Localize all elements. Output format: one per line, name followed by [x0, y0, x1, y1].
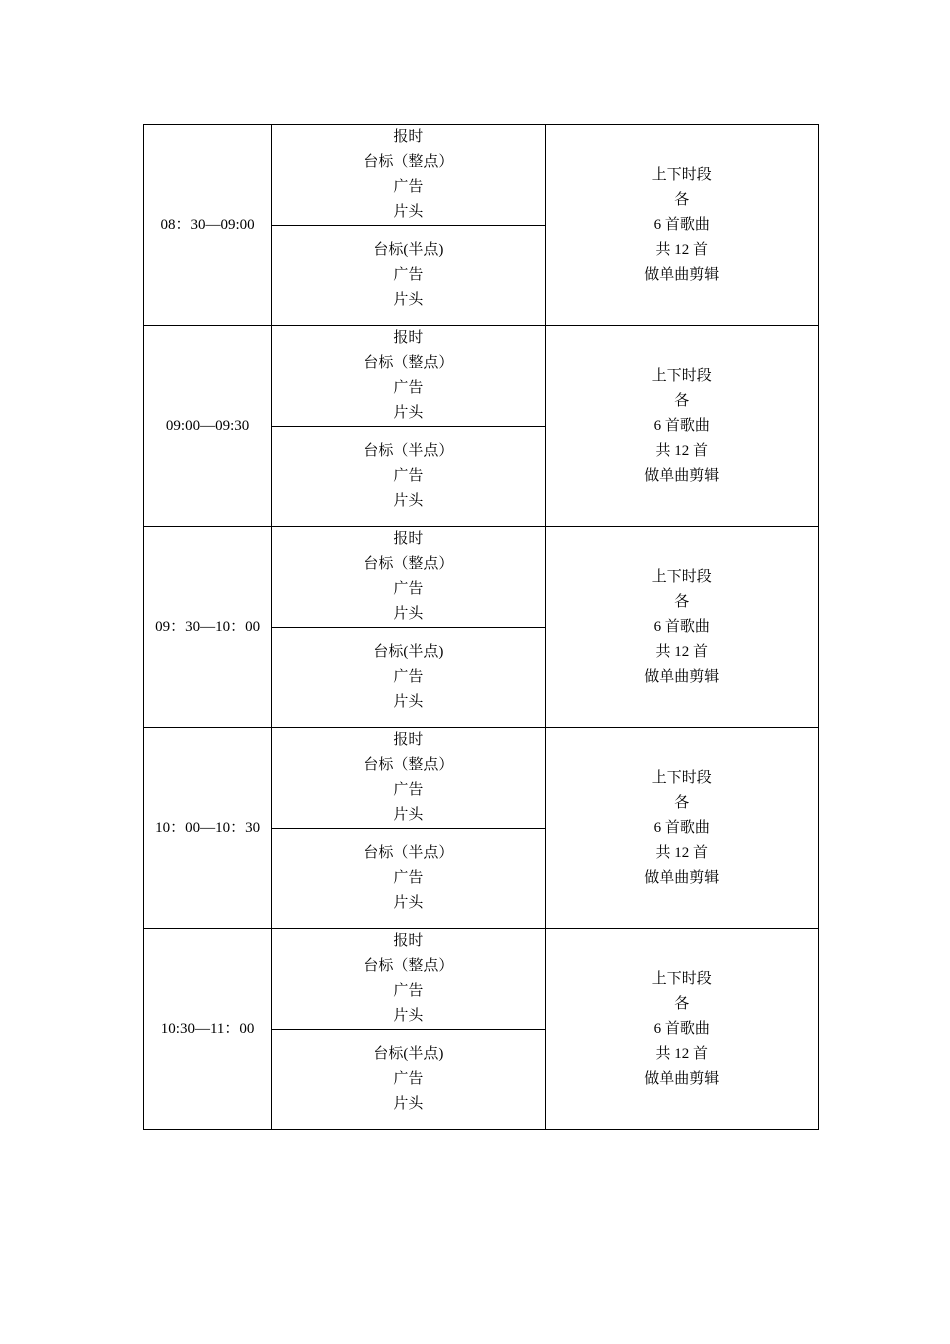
- list-item: 台标（整点）: [363, 556, 454, 572]
- list-item: 台标（整点）: [363, 958, 454, 974]
- list-item: 台标（半点）: [363, 443, 454, 459]
- schedule-body: [144, 125, 819, 1130]
- note-line: 6 首歌曲: [653, 819, 710, 836]
- top-half-cell: [272, 728, 545, 829]
- time-slot-label: 09:00—09:30: [165, 417, 250, 434]
- time-slot-cell: [144, 929, 272, 1130]
- note-line: 共 12 首: [655, 241, 709, 258]
- note-line: 做单曲剪辑: [644, 266, 720, 283]
- bottom-half-cell: [272, 427, 545, 527]
- bottom-half-cell: [272, 628, 545, 728]
- time-slot-label: 09：30—10：00: [155, 618, 261, 635]
- list-item: 片头: [393, 204, 424, 220]
- table-row: [144, 728, 819, 829]
- note-line: 各: [674, 191, 690, 208]
- note-line: 做单曲剪辑: [644, 467, 720, 484]
- table-row: [144, 326, 819, 427]
- schedule-table: [143, 124, 819, 1130]
- note-line: 做单曲剪辑: [644, 668, 720, 685]
- note-line: 做单曲剪辑: [644, 1070, 720, 1087]
- note-line: 各: [674, 392, 690, 409]
- note-line: 6 首歌曲: [653, 216, 710, 233]
- note-line: 6 首歌曲: [653, 417, 710, 434]
- note-cell: [545, 326, 818, 527]
- note-line: 共 12 首: [655, 844, 709, 861]
- list-item: 台标（整点）: [363, 154, 454, 170]
- list-item: 报时: [393, 933, 424, 949]
- list-item: 片头: [393, 1008, 424, 1024]
- note-line: 上下时段: [651, 367, 712, 384]
- note-line: 6 首歌曲: [653, 618, 710, 635]
- list-item: 片头: [393, 895, 424, 911]
- time-slot-cell: [144, 527, 272, 728]
- list-item: 报时: [393, 531, 424, 547]
- list-item: 片头: [393, 694, 424, 710]
- time-slot-label: 10：00—10：30: [155, 819, 261, 836]
- list-item: 广告: [393, 179, 424, 195]
- note-line: 共 12 首: [655, 1045, 709, 1062]
- list-item: 广告: [393, 983, 424, 999]
- note-line: 各: [674, 995, 690, 1012]
- table-row: [144, 527, 819, 628]
- list-item: 片头: [393, 292, 424, 308]
- note-line: 6 首歌曲: [653, 1020, 710, 1037]
- list-item: 台标（整点）: [363, 355, 454, 371]
- table-row: [144, 929, 819, 1030]
- list-item: 广告: [393, 581, 424, 597]
- list-item: 报时: [393, 330, 424, 346]
- list-item: 报时: [393, 732, 424, 748]
- note-line: 上下时段: [651, 769, 712, 786]
- time-slot-label: 10:30—11：00: [160, 1020, 255, 1037]
- note-line: 上下时段: [651, 568, 712, 585]
- note-line: 上下时段: [651, 970, 712, 987]
- top-half-cell: [272, 527, 545, 628]
- list-item: 广告: [393, 669, 424, 685]
- list-item: 台标(半点): [373, 242, 444, 258]
- list-item: 广告: [393, 267, 424, 283]
- list-item: 报时: [393, 129, 424, 145]
- table-row: [144, 125, 819, 226]
- list-item: 广告: [393, 380, 424, 396]
- time-slot-label: 08：30—09:00: [160, 216, 255, 233]
- list-item: 片头: [393, 606, 424, 622]
- list-item: 片头: [393, 1096, 424, 1112]
- list-item: 广告: [393, 782, 424, 798]
- note-line: 共 12 首: [655, 442, 709, 459]
- top-half-cell: [272, 125, 545, 226]
- note-line: 各: [674, 794, 690, 811]
- note-line: 共 12 首: [655, 643, 709, 660]
- time-slot-cell: [144, 728, 272, 929]
- list-item: 台标(半点): [373, 644, 444, 660]
- note-line: 做单曲剪辑: [644, 869, 720, 886]
- list-item: 片头: [393, 807, 424, 823]
- list-item: 广告: [393, 468, 424, 484]
- time-slot-cell: [144, 125, 272, 326]
- note-line: 上下时段: [651, 166, 712, 183]
- list-item: 片头: [393, 493, 424, 509]
- note-line: 各: [674, 593, 690, 610]
- bottom-half-cell: [272, 226, 545, 326]
- note-cell: [545, 527, 818, 728]
- list-item: 广告: [393, 870, 424, 886]
- note-cell: [545, 728, 818, 929]
- top-half-cell: [272, 326, 545, 427]
- list-item: 广告: [393, 1071, 424, 1087]
- bottom-half-cell: [272, 829, 545, 929]
- note-cell: [545, 125, 818, 326]
- list-item: 台标（半点）: [363, 845, 454, 861]
- time-slot-cell: [144, 326, 272, 527]
- list-item: 台标(半点): [373, 1046, 444, 1062]
- bottom-half-cell: [272, 1030, 545, 1130]
- list-item: 台标（整点）: [363, 757, 454, 773]
- list-item: 片头: [393, 405, 424, 421]
- note-cell: [545, 929, 818, 1130]
- top-half-cell: [272, 929, 545, 1030]
